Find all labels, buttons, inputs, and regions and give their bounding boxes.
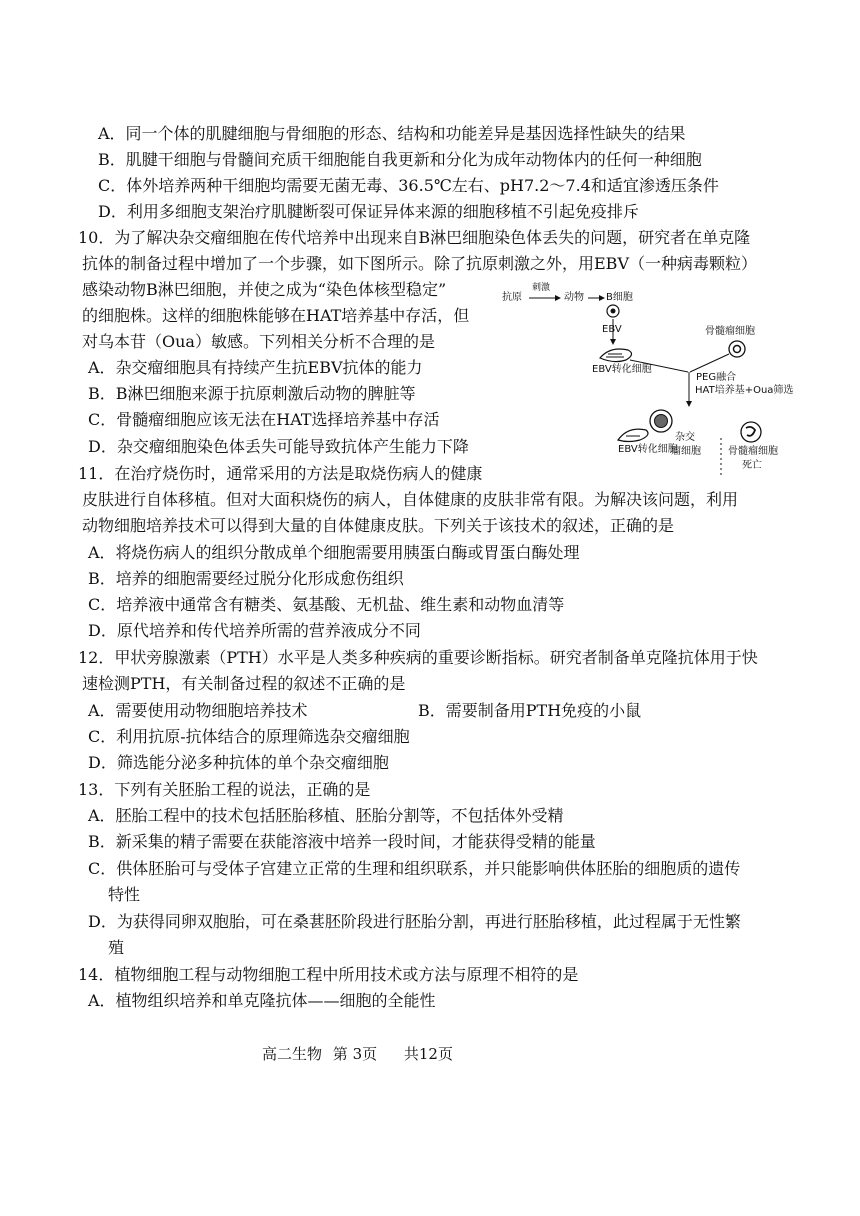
q14-stem: 14．植物细胞工程与动物细胞工程中所用技术或方法与原理不相符的是 bbox=[78, 965, 579, 984]
q12-option-b: B．需要制备用PTH免疫的小鼠 bbox=[418, 701, 642, 720]
q12-option-a: A．需要使用动物细胞培养技术 bbox=[88, 701, 308, 720]
q13-option-d-continued: 殖 bbox=[108, 938, 125, 957]
q13-option-a: A．胚胎工程中的技术包括胚胎移植、胚胎分割等，不包括体外受精 bbox=[88, 806, 564, 825]
q10-stem-line-3: 感染动物B淋巴细胞，并使之成为“染色体核型稳定” bbox=[82, 280, 447, 299]
label-myeloma: 骨髓瘤细胞 bbox=[705, 326, 755, 337]
q10-option-b: B．B淋巴细胞来源于抗原刺激后动物的脾脏等 bbox=[88, 384, 416, 403]
q11-stem-line-1: 11．在治疗烧伤时，通常采用的方法是取烧伤病人的健康 bbox=[78, 464, 483, 483]
q9-option-a: A．同一个体的肌腱细胞与骨细胞的形态、结构和功能差异是基因选择性缺失的结果 bbox=[98, 124, 686, 143]
label-ebv-transformed: EBV转化细胞 bbox=[592, 364, 652, 375]
q11-option-c: C．培养液中通常含有糖类、氨基酸、无机盐、维生素和动物血清等 bbox=[88, 595, 565, 614]
q14-option-a: A．植物组织培养和单克隆抗体——细胞的全能性 bbox=[88, 991, 436, 1010]
footer-subject: 高二生物 bbox=[262, 1045, 323, 1063]
label-peg-fusion: PEG融合 bbox=[696, 372, 737, 383]
q9-option-b: B．肌腱干细胞与骨髓间充质干细胞能自我更新和分化为成年动物体内的任何一种细胞 bbox=[98, 150, 702, 169]
q13-option-c-continued: 特性 bbox=[108, 885, 141, 904]
myeloma-cell-icon bbox=[729, 341, 745, 357]
q11-option-b: B．培养的细胞需要经过脱分化形成愈伤组织 bbox=[88, 569, 404, 588]
q12-stem-line-2: 速检测PTH，有关制备过程的叙述不正确的是 bbox=[82, 674, 406, 693]
q10-stem-line-1: 10．为了解决杂交瘤细胞在传代培养中出现来自B淋巴细胞染色体丢失的问题，研究者在单克隆 bbox=[78, 228, 751, 247]
q10-stem-line-5: 对乌本苷（Oua）敏感。下列相关分析不合理的是 bbox=[82, 332, 435, 351]
q10-option-a: A．杂交瘤细胞具有持续产生抗EBV抗体的能力 bbox=[88, 358, 423, 377]
q11-option-a: A．将烧伤病人的组织分散成单个细胞需要用胰蛋白酶或胃蛋白酶处理 bbox=[88, 543, 580, 562]
label-ebv: EBV bbox=[602, 324, 622, 335]
label-animal: 动物 bbox=[564, 292, 584, 303]
q12-option-d: D．筛选能分泌多种抗体的单个杂交瘤细胞 bbox=[88, 753, 389, 772]
footer-total: 共12页 bbox=[403, 1045, 453, 1063]
label-hat-oua: HAT培养基+Oua筛选 bbox=[695, 385, 794, 396]
q13-option-c: C．供体胚胎可与受体子宫建立正常的生理和组织联系，并只能影响供体胚胎的细胞质的遗传 bbox=[88, 859, 741, 878]
label-ebv-transformed-2: EBV转化细胞 bbox=[618, 444, 678, 455]
label-hybridoma-2: 瘤细胞 bbox=[671, 446, 701, 457]
q10-stem-line-4: 的细胞株。这样的细胞株能够在HAT培养基中存活，但 bbox=[82, 306, 470, 325]
q13-option-b: B．新采集的精子需要在获能溶液中培养一段时间，才能获得受精的能量 bbox=[88, 832, 596, 851]
label-stimulate: 刺激 bbox=[532, 283, 551, 293]
label-antigen: 抗原 bbox=[502, 292, 522, 303]
label-myeloma-2: 骨髓瘤细胞 bbox=[728, 446, 778, 457]
q12-stem-line-1: 12．甲状旁腺激素（PTH）水平是人类多种疾病的重要诊断指标。研究者制备单克隆抗体用于快 bbox=[78, 648, 758, 667]
q9-option-c: C．体外培养两种干细胞均需要无菌无毒、36.5℃左右、pH7.2～7.4和适宜渗透压条件 bbox=[98, 176, 719, 195]
label-dead: 死亡 bbox=[742, 460, 762, 471]
q12-option-c: C．利用抗原-抗体结合的原理筛选杂交瘤细胞 bbox=[88, 727, 410, 746]
q11-stem-line-3: 动物细胞培养技术可以得到大量的自体健康皮肤。下列关于该技术的叙述，正确的是 bbox=[82, 516, 675, 535]
q10-option-c: C．骨髓瘤细胞应该无法在HAT选择培养基中存活 bbox=[88, 410, 440, 429]
q13-stem: 13．下列有关胚胎工程的说法，正确的是 bbox=[78, 780, 371, 799]
ebv-transformed-cell-icon bbox=[600, 349, 632, 362]
q9-option-d: D．利用多细胞支架治疗肌腱断裂可保证异体来源的细胞移植不引起免疫排斥 bbox=[98, 202, 639, 221]
q13-option-d: D．为获得同卵双胞胎，可在桑葚胚阶段进行胚胎分割，再进行胚胎移植，此过程属于无性繁 bbox=[88, 912, 741, 931]
label-hybridoma-1: 杂交 bbox=[675, 432, 695, 443]
q11-option-d: D．原代培养和传代培养所需的营养液成分不同 bbox=[88, 621, 421, 640]
page-footer bbox=[262, 1044, 453, 1064]
q10-option-d: D．杂交瘤细胞染色体丢失可能导致抗体产生能力下降 bbox=[88, 437, 469, 456]
ebv-transformed-cell-2-icon bbox=[618, 429, 648, 441]
q10-stem-line-2: 抗体的制备过程中增加了一个步骤，如下图所示。除了抗原刺激之外，用EBV（一种病毒颗粒） bbox=[82, 254, 757, 273]
hybridoma-diagram bbox=[500, 280, 840, 480]
dead-myeloma-cell-icon bbox=[741, 422, 761, 442]
q11-stem-line-2: 皮肤进行自体移植。但对大面积烧伤的病人，自体健康的皮肤非常有限。为解决该问题，利用 bbox=[82, 490, 739, 509]
footer-page: 第 3页 bbox=[332, 1045, 378, 1063]
label-b-cell: B细胞 bbox=[606, 292, 633, 303]
